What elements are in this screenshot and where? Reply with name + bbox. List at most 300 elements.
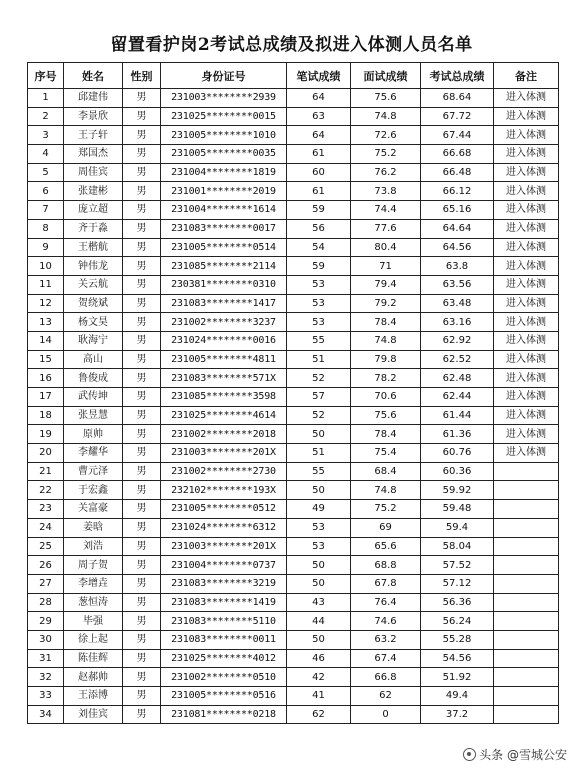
cell-id-number: 230381********0310	[161, 275, 287, 294]
cell-seq: 32	[28, 668, 64, 687]
cell-seq: 17	[28, 388, 64, 407]
cell-total-score: 63.16	[421, 313, 494, 332]
cell-total-score: 56.24	[421, 612, 494, 631]
cell-id-number: 231081********0218	[161, 705, 287, 724]
cell-interview-score: 75.6	[351, 406, 421, 425]
cell-interview-score: 73.8	[351, 182, 421, 201]
cell-gender: 男	[123, 500, 161, 519]
cell-id-number: 231025********4614	[161, 406, 287, 425]
cell-remark	[494, 630, 559, 649]
table-row	[28, 481, 559, 500]
cell-remark: 进入体测	[494, 182, 559, 201]
cell-remark: 进入体测	[494, 388, 559, 407]
cell-written-score: 64	[287, 89, 351, 108]
cell-written-score: 46	[287, 649, 351, 668]
cell-seq: 5	[28, 163, 64, 182]
cell-written-score: 59	[287, 201, 351, 220]
cell-written-score: 50	[287, 574, 351, 593]
cell-id-number: 231005********0512	[161, 500, 287, 519]
cell-seq: 4	[28, 145, 64, 164]
cell-total-score: 64.56	[421, 238, 494, 257]
cell-id-number: 231085********3598	[161, 388, 287, 407]
column-header-gender: 性别	[123, 63, 161, 89]
cell-written-score: 53	[287, 313, 351, 332]
cell-id-number: 231003********2939	[161, 89, 287, 108]
cell-remark: 进入体测	[494, 126, 559, 145]
cell-interview-score: 63.2	[351, 630, 421, 649]
cell-name: 周佳宾	[64, 163, 123, 182]
cell-gender: 男	[123, 201, 161, 220]
cell-id-number: 232102********193X	[161, 481, 287, 500]
table-row	[28, 518, 559, 537]
cell-id-number: 231004********0737	[161, 556, 287, 575]
cell-seq: 18	[28, 406, 64, 425]
cell-seq: 12	[28, 294, 64, 313]
cell-gender: 男	[123, 107, 161, 126]
cell-seq: 28	[28, 593, 64, 612]
table-row	[28, 182, 559, 201]
table-row	[28, 163, 559, 182]
cell-written-score: 50	[287, 556, 351, 575]
cell-gender: 男	[123, 331, 161, 350]
cell-interview-score: 80.4	[351, 238, 421, 257]
cell-name: 于宏鑫	[64, 481, 123, 500]
cell-total-score: 55.28	[421, 630, 494, 649]
cell-written-score: 42	[287, 668, 351, 687]
cell-written-score: 50	[287, 481, 351, 500]
cell-total-score: 37.2	[421, 705, 494, 724]
cell-written-score: 51	[287, 350, 351, 369]
cell-remark: 进入体测	[494, 201, 559, 220]
cell-seq: 9	[28, 238, 64, 257]
cell-id-number: 231083********3219	[161, 574, 287, 593]
cell-id-number: 231024********6312	[161, 518, 287, 537]
cell-name: 曹元泽	[64, 462, 123, 481]
cell-name: 赵郝帅	[64, 668, 123, 687]
cell-id-number: 231083********1419	[161, 593, 287, 612]
cell-id-number: 231002********2018	[161, 425, 287, 444]
cell-total-score: 62.48	[421, 369, 494, 388]
cell-written-score: 53	[287, 294, 351, 313]
cell-seq: 20	[28, 444, 64, 463]
cell-remark: 进入体测	[494, 219, 559, 238]
cell-name: 鲁俊成	[64, 369, 123, 388]
cell-remark	[494, 593, 559, 612]
cell-seq: 22	[28, 481, 64, 500]
table-row	[28, 350, 559, 369]
cell-id-number: 231002********0510	[161, 668, 287, 687]
cell-interview-score: 78.4	[351, 425, 421, 444]
page-title: 留置看护岗2考试总成绩及拟进入体测人员名单	[110, 35, 473, 55]
cell-id-number: 231005********0035	[161, 145, 287, 164]
cell-written-score: 62	[287, 705, 351, 724]
cell-total-score: 68.64	[421, 89, 494, 108]
cell-interview-score: 68.8	[351, 556, 421, 575]
cell-seq: 26	[28, 556, 64, 575]
column-header-interview-score: 面试成绩	[351, 63, 421, 89]
cell-id-number: 231024********0016	[161, 331, 287, 350]
table-row	[28, 556, 559, 575]
cell-written-score: 61	[287, 145, 351, 164]
cell-interview-score: 79.8	[351, 350, 421, 369]
cell-remark: 进入体测	[494, 350, 559, 369]
cell-seq: 25	[28, 537, 64, 556]
cell-total-score: 67.44	[421, 126, 494, 145]
cell-total-score: 59.4	[421, 518, 494, 537]
column-header-written-score: 笔试成绩	[287, 63, 351, 89]
cell-gender: 男	[123, 182, 161, 201]
cell-interview-score: 0	[351, 705, 421, 724]
cell-total-score: 59.48	[421, 500, 494, 519]
cell-remark	[494, 500, 559, 519]
cell-interview-score: 68.4	[351, 462, 421, 481]
column-header-total-score: 考试总成绩	[421, 63, 494, 89]
cell-id-number: 231005********0514	[161, 238, 287, 257]
cell-written-score: 49	[287, 500, 351, 519]
cell-id-number: 231005********4811	[161, 350, 287, 369]
cell-remark	[494, 668, 559, 687]
cell-seq: 23	[28, 500, 64, 519]
cell-total-score: 63.8	[421, 257, 494, 276]
cell-remark: 进入体测	[494, 313, 559, 332]
table-row	[28, 145, 559, 164]
cell-written-score: 43	[287, 593, 351, 612]
cell-written-score: 50	[287, 425, 351, 444]
cell-name: 徐上起	[64, 630, 123, 649]
table-row	[28, 369, 559, 388]
cell-interview-score: 79.4	[351, 275, 421, 294]
cell-seq: 7	[28, 201, 64, 220]
cell-written-score: 54	[287, 238, 351, 257]
cell-id-number: 231004********1819	[161, 163, 287, 182]
cell-name: 刘浩	[64, 537, 123, 556]
cell-remark: 进入体测	[494, 238, 559, 257]
cell-name: 武传坤	[64, 388, 123, 407]
cell-id-number: 231003********201X	[161, 537, 287, 556]
table-row	[28, 313, 559, 332]
cell-interview-score: 78.2	[351, 369, 421, 388]
cell-seq: 3	[28, 126, 64, 145]
cell-total-score: 49.4	[421, 687, 494, 706]
cell-interview-score: 75.4	[351, 444, 421, 463]
cell-gender: 男	[123, 574, 161, 593]
table-row	[28, 331, 559, 350]
table-header-row	[28, 63, 559, 89]
cell-interview-score: 67.4	[351, 649, 421, 668]
cell-id-number: 231005********0516	[161, 687, 287, 706]
cell-written-score: 56	[287, 219, 351, 238]
cell-interview-score: 65.6	[351, 537, 421, 556]
watermark-text: 头条 @雪城公安	[479, 748, 567, 762]
cell-id-number: 231002********2730	[161, 462, 287, 481]
cell-written-score: 57	[287, 388, 351, 407]
table-row	[28, 649, 559, 668]
cell-written-score: 52	[287, 369, 351, 388]
cell-gender: 男	[123, 369, 161, 388]
cell-remark	[494, 649, 559, 668]
cell-interview-score: 76.4	[351, 593, 421, 612]
cell-gender: 男	[123, 145, 161, 164]
cell-gender: 男	[123, 537, 161, 556]
cell-total-score: 66.48	[421, 163, 494, 182]
cell-total-score: 60.76	[421, 444, 494, 463]
cell-seq: 1	[28, 89, 64, 108]
table-row	[28, 500, 559, 519]
cell-written-score: 64	[287, 126, 351, 145]
cell-total-score: 57.12	[421, 574, 494, 593]
cell-gender: 男	[123, 444, 161, 463]
cell-id-number: 231083********0011	[161, 630, 287, 649]
cell-total-score: 65.16	[421, 201, 494, 220]
cell-name: 周子贺	[64, 556, 123, 575]
table-body	[28, 89, 559, 724]
cell-gender: 男	[123, 556, 161, 575]
cell-gender: 男	[123, 612, 161, 631]
cell-id-number: 231003********201X	[161, 444, 287, 463]
cell-written-score: 63	[287, 107, 351, 126]
cell-total-score: 62.92	[421, 331, 494, 350]
table-row	[28, 630, 559, 649]
cell-id-number: 231004********1614	[161, 201, 287, 220]
cell-interview-score: 76.2	[351, 163, 421, 182]
cell-remark: 进入体测	[494, 369, 559, 388]
cell-name: 李耀华	[64, 444, 123, 463]
cell-seq: 6	[28, 182, 64, 201]
cell-gender: 男	[123, 593, 161, 612]
cell-total-score: 62.52	[421, 350, 494, 369]
cell-interview-score: 62	[351, 687, 421, 706]
cell-name: 杨文昊	[64, 313, 123, 332]
cell-remark	[494, 612, 559, 631]
cell-gender: 男	[123, 388, 161, 407]
cell-seq: 31	[28, 649, 64, 668]
cell-total-score: 56.36	[421, 593, 494, 612]
cell-name: 关云航	[64, 275, 123, 294]
cell-remark: 进入体测	[494, 406, 559, 425]
cell-remark: 进入体测	[494, 294, 559, 313]
cell-seq: 2	[28, 107, 64, 126]
table-row	[28, 89, 559, 108]
cell-id-number: 231083********0017	[161, 219, 287, 238]
table-row	[28, 462, 559, 481]
cell-remark: 进入体测	[494, 331, 559, 350]
cell-written-score: 53	[287, 518, 351, 537]
cell-name: 齐于淼	[64, 219, 123, 238]
cell-interview-score: 70.6	[351, 388, 421, 407]
camera-icon	[463, 748, 476, 761]
cell-written-score: 44	[287, 612, 351, 631]
cell-written-score: 51	[287, 444, 351, 463]
cell-seq: 21	[28, 462, 64, 481]
cell-interview-score: 74.8	[351, 331, 421, 350]
cell-name: 李增垚	[64, 574, 123, 593]
cell-name: 贺绕斌	[64, 294, 123, 313]
cell-total-score: 63.48	[421, 294, 494, 313]
cell-name: 邱建伟	[64, 89, 123, 108]
cell-written-score: 52	[287, 406, 351, 425]
cell-remark	[494, 518, 559, 537]
cell-total-score: 66.68	[421, 145, 494, 164]
cell-seq: 8	[28, 219, 64, 238]
cell-written-score: 55	[287, 331, 351, 350]
table-row	[28, 705, 559, 724]
cell-seq: 30	[28, 630, 64, 649]
cell-written-score: 50	[287, 630, 351, 649]
column-header-remark: 备注	[494, 63, 559, 89]
cell-total-score: 64.64	[421, 219, 494, 238]
cell-remark	[494, 537, 559, 556]
cell-total-score: 67.72	[421, 107, 494, 126]
cell-name: 姜晗	[64, 518, 123, 537]
cell-seq: 24	[28, 518, 64, 537]
cell-total-score: 61.36	[421, 425, 494, 444]
cell-remark	[494, 556, 559, 575]
cell-name: 毕强	[64, 612, 123, 631]
cell-name: 李景欣	[64, 107, 123, 126]
cell-interview-score: 72.6	[351, 126, 421, 145]
cell-gender: 男	[123, 350, 161, 369]
cell-gender: 男	[123, 518, 161, 537]
table-row	[28, 687, 559, 706]
table-row	[28, 612, 559, 631]
cell-gender: 男	[123, 294, 161, 313]
cell-written-score: 53	[287, 537, 351, 556]
cell-gender: 男	[123, 238, 161, 257]
cell-total-score: 66.12	[421, 182, 494, 201]
cell-interview-score: 66.8	[351, 668, 421, 687]
cell-written-score: 60	[287, 163, 351, 182]
cell-gender: 男	[123, 425, 161, 444]
cell-interview-score: 78.4	[351, 313, 421, 332]
cell-interview-score: 67.8	[351, 574, 421, 593]
cell-seq: 15	[28, 350, 64, 369]
cell-id-number: 231083********571X	[161, 369, 287, 388]
cell-remark	[494, 481, 559, 500]
cell-gender: 男	[123, 89, 161, 108]
cell-total-score: 60.36	[421, 462, 494, 481]
cell-total-score: 57.52	[421, 556, 494, 575]
cell-id-number: 231025********0015	[161, 107, 287, 126]
cell-remark: 进入体测	[494, 163, 559, 182]
cell-remark: 进入体测	[494, 107, 559, 126]
cell-interview-score: 77.6	[351, 219, 421, 238]
table-row	[28, 574, 559, 593]
cell-name: 原帅	[64, 425, 123, 444]
cell-seq: 27	[28, 574, 64, 593]
table-row	[28, 425, 559, 444]
watermark	[463, 746, 567, 763]
cell-interview-score: 75.2	[351, 145, 421, 164]
cell-interview-score: 75.2	[351, 500, 421, 519]
cell-total-score: 54.56	[421, 649, 494, 668]
cell-gender: 男	[123, 705, 161, 724]
table-row	[28, 275, 559, 294]
cell-seq: 34	[28, 705, 64, 724]
cell-gender: 男	[123, 687, 161, 706]
cell-name: 王添博	[64, 687, 123, 706]
cell-total-score: 61.44	[421, 406, 494, 425]
table-row	[28, 219, 559, 238]
cell-written-score: 61	[287, 182, 351, 201]
cell-name: 张建彬	[64, 182, 123, 201]
cell-gender: 男	[123, 462, 161, 481]
cell-gender: 男	[123, 219, 161, 238]
cell-seq: 29	[28, 612, 64, 631]
cell-name: 关富豪	[64, 500, 123, 519]
cell-id-number: 231002********3237	[161, 313, 287, 332]
cell-total-score: 51.92	[421, 668, 494, 687]
column-header-name: 姓名	[64, 63, 123, 89]
table-row	[28, 107, 559, 126]
cell-gender: 男	[123, 630, 161, 649]
cell-id-number: 231005********1010	[161, 126, 287, 145]
cell-id-number: 231083********1417	[161, 294, 287, 313]
cell-id-number: 231085********2114	[161, 257, 287, 276]
table-row	[28, 388, 559, 407]
cell-remark: 进入体测	[494, 425, 559, 444]
cell-name: 庞立超	[64, 201, 123, 220]
cell-remark: 进入体测	[494, 257, 559, 276]
cell-remark	[494, 574, 559, 593]
cell-gender: 男	[123, 481, 161, 500]
cell-gender: 男	[123, 163, 161, 182]
cell-total-score: 58.04	[421, 537, 494, 556]
cell-seq: 13	[28, 313, 64, 332]
cell-interview-score: 74.8	[351, 481, 421, 500]
cell-written-score: 41	[287, 687, 351, 706]
cell-name: 陈佳辉	[64, 649, 123, 668]
table-row	[28, 294, 559, 313]
cell-interview-score: 69	[351, 518, 421, 537]
table-row	[28, 238, 559, 257]
cell-name: 王楷航	[64, 238, 123, 257]
cell-remark: 进入体测	[494, 89, 559, 108]
cell-seq: 14	[28, 331, 64, 350]
cell-gender: 男	[123, 406, 161, 425]
cell-id-number: 231083********5110	[161, 612, 287, 631]
cell-seq: 33	[28, 687, 64, 706]
cell-remark	[494, 462, 559, 481]
cell-name: 王子轩	[64, 126, 123, 145]
cell-interview-score: 74.4	[351, 201, 421, 220]
table-row	[28, 444, 559, 463]
cell-name: 郑国杰	[64, 145, 123, 164]
table-row	[28, 537, 559, 556]
cell-interview-score: 74.6	[351, 612, 421, 631]
cell-remark	[494, 687, 559, 706]
cell-name: 钟伟龙	[64, 257, 123, 276]
cell-seq: 16	[28, 369, 64, 388]
cell-name: 葱恒涛	[64, 593, 123, 612]
cell-total-score: 59.92	[421, 481, 494, 500]
cell-gender: 男	[123, 257, 161, 276]
cell-written-score: 59	[287, 257, 351, 276]
table-row	[28, 406, 559, 425]
cell-seq: 19	[28, 425, 64, 444]
cell-remark: 进入体测	[494, 275, 559, 294]
cell-interview-score: 79.2	[351, 294, 421, 313]
results-table	[27, 62, 559, 724]
cell-interview-score: 75.6	[351, 89, 421, 108]
cell-gender: 男	[123, 313, 161, 332]
table-row	[28, 257, 559, 276]
cell-name: 刘佳宾	[64, 705, 123, 724]
cell-gender: 男	[123, 668, 161, 687]
cell-gender: 男	[123, 275, 161, 294]
cell-seq: 10	[28, 257, 64, 276]
cell-interview-score: 71	[351, 257, 421, 276]
cell-name: 耿海宁	[64, 331, 123, 350]
